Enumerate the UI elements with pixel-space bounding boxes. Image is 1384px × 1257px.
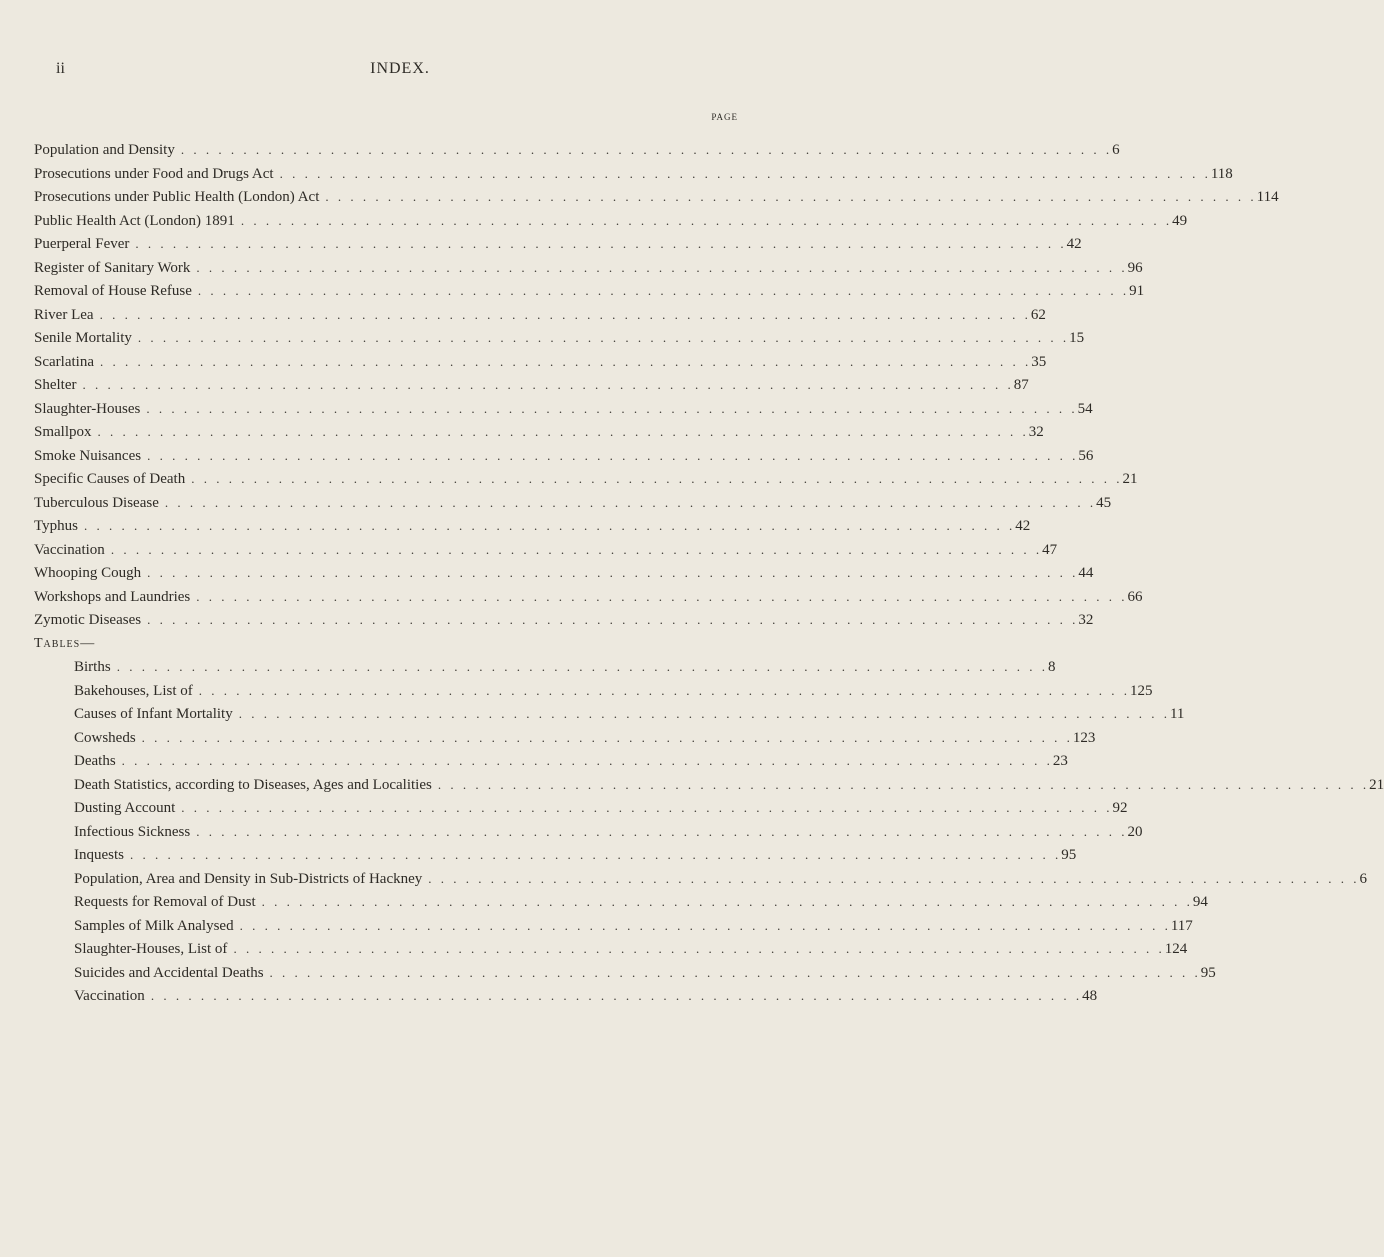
entry-label: Smoke Nuisances: [34, 447, 142, 464]
index-list: [34, 138, 1384, 1008]
entry-page-number: 62: [1030, 306, 1046, 323]
dot-leader: . . . . . . . . . . . . . . . . . . . . . . . . . . . . . . . . . . . . . . . . . . . . . . . . . . . . . . . . . . . . . . . . . . . . . . . . . . .: [147, 447, 1079, 463]
table-index-entry: [34, 679, 1153, 703]
table-index-entry: [34, 937, 1188, 961]
entry-page-number: 114: [1256, 189, 1279, 205]
dot-leader: . . . . . . . . . . . . . . . . . . . . . . . . . . . . . . . . . . . . . . . . . . . . . . . . . . . . . . . . . . . . . . . . . . . . . . . . . . .: [137, 330, 1070, 345]
index-entry: [34, 256, 1143, 280]
entry-label: Public Health Act (London) 1891: [34, 212, 235, 229]
entry-label: Slaughter-Houses: [34, 400, 141, 417]
entry-page-number: 47: [1042, 541, 1058, 558]
entry-page-number: 124: [1164, 941, 1188, 957]
entry-page-number: 92: [1112, 800, 1128, 816]
entry-page-number: 6: [1359, 870, 1368, 887]
table-index-entry: [34, 702, 1185, 726]
entry-label: Deaths: [74, 753, 116, 769]
entry-label: Inquests: [74, 847, 124, 863]
dot-leader: . . . . . . . . . . . . . . . . . . . . . . . . . . . . . . . . . . . . . . . . . . . . . . . . . . . . . . . . . . . . . . . . . . . . . . . . . . .: [198, 682, 1130, 698]
entry-label: River Lea: [34, 306, 94, 323]
index-entry: [34, 350, 1047, 374]
entry-label: Population, Area and Density in Sub-Districts of Hackney: [74, 870, 423, 887]
entry-page-number: 91: [1129, 283, 1145, 299]
dot-leader: . . . . . . . . . . . . . . . . . . . . . . . . . . . . . . . . . . . . . . . . . . . . . . . . . . . . . . . . . . . . . . . . . . . . . . . . . . .: [99, 306, 1031, 322]
entry-label: Specific Causes of Death: [34, 471, 186, 487]
index-entry: [34, 326, 1085, 350]
entry-label: Death Statistics, according to Diseases, Ages and Localities: [74, 776, 432, 793]
dot-leader: . . . . . . . . . . . . . . . . . . . . . . . . . . . . . . . . . . . . . . . . . . . . . . . . . . . . . . . . . . . . . . . . . . . . . . . . . . .: [164, 494, 1097, 510]
entry-page-number: 44: [1078, 565, 1094, 581]
dot-leader: . . . . . . . . . . . . . . . . . . . . . . . . . . . . . . . . . . . . . . . . . . . . . . . . . . . . . . . . . . . . . . . . . . . . . . . . . . .: [150, 988, 1083, 1003]
dot-leader: . . . . . . . . . . . . . . . . . . . . . . . . . . . . . . . . . . . . . . . . . . . . . . . . . . . . . . . . . . . . . . . . . . . . . . . . . . .: [240, 212, 1173, 228]
entry-label: Population and Density: [34, 142, 175, 158]
table-index-entry: [34, 984, 1098, 1008]
dot-leader: . . . . . . . . . . . . . . . . . . . . . . . . . . . . . . . . . . . . . . . . . . . . . . . . . . . . . . . . . . . . . . . . . . . . . . . . . . .: [191, 471, 1123, 486]
entry-page-number: 32: [1078, 612, 1094, 628]
index-entry: [34, 232, 1082, 256]
entry-label: Slaughter-Houses, List of: [74, 941, 228, 957]
entry-label: Shelter: [34, 377, 77, 393]
dot-leader: . . . . . . . . . . . . . . . . . . . . . . . . . . . . . . . . . . . . . . . . . . . . . . . . . . . . . . . . . . . . . . . . . . . . . . . . . . .: [428, 870, 1360, 886]
dot-leader: . . . . . . . . . . . . . . . . . . . . . . . . . . . . . . . . . . . . . . . . . . . . . . . . . . . . . . . . . . . . . . . . . . . . . . . . . . .: [238, 706, 1170, 721]
index-entry: [34, 138, 1120, 162]
dot-leader: . . . . . . . . . . . . . . . . . . . . . . . . . . . . . . . . . . . . . . . . . . . . . . . . . . . . . . . . . . . . . . . . . . . . . . . . . . .: [325, 189, 1257, 204]
table-index-entry: [34, 961, 1216, 985]
entry-page-number: 118: [1210, 165, 1233, 182]
index-entry: [34, 420, 1044, 444]
dot-leader: . . . . . . . . . . . . . . . . . . . . . . . . . . . . . . . . . . . . . . . . . . . . . . . . . . . . . . . . . . . . . . . . . . . . . . . . . . .: [261, 894, 1193, 909]
index-entry: [34, 209, 1188, 233]
table-index-entry: [34, 655, 1056, 679]
dot-leader: . . . . . . . . . . . . . . . . . . . . . . . . . . . . . . . . . . . . . . . . . . . . . . . . . . . . . . . . . . . . . . . . . . . . . . . . . . .: [82, 377, 1014, 392]
dot-leader: . . . . . . . . . . . . . . . . . . . . . . . . . . . . . . . . . . . . . . . . . . . . . . . . . . . . . . . . . . . . . . . . . . . . . . . . . . .: [146, 400, 1078, 416]
entry-label: Requests for Removal of Dust: [74, 894, 256, 910]
dot-leader: . . . . . . . . . . . . . . . . . . . . . . . . . . . . . . . . . . . . . . . . . . . . . . . . . . . . . . . . . . . . . . . . . . . . . . . . . . .: [110, 541, 1043, 557]
table-index-entry: [34, 820, 1143, 844]
entry-page-number: 49: [1172, 212, 1188, 229]
entry-label: Tuberculous Disease: [34, 494, 159, 511]
entry-page-number: 35: [1031, 353, 1047, 370]
dot-leader: . . . . . . . . . . . . . . . . . . . . . . . . . . . . . . . . . . . . . . . . . . . . . . . . . . . . . . . . . . . . . . . . . . . . . . . . . . .: [196, 259, 1128, 275]
index-entry: [34, 608, 1094, 632]
table-index-entry: [34, 773, 1384, 797]
entry-label: Prosecutions under Public Health (London) Act: [34, 189, 320, 205]
dot-leader: . . . . . . . . . . . . . . . . . . . . . . . . . . . . . . . . . . . . . . . . . . . . . . . . . . . . . . . . . . . . . . . . . . . . . . . . . . .: [181, 800, 1113, 815]
entry-label: Register of Sanitary Work: [34, 259, 191, 276]
entry-label: Infectious Sickness: [74, 823, 191, 840]
dot-leader: . . . . . . . . . . . . . . . . . . . . . . . . . . . . . . . . . . . . . . . . . . . . . . . . . . . . . . . . . . . . . . . . . . . . . . . . . . .: [437, 776, 1370, 792]
entry-page-number: 94: [1192, 894, 1208, 910]
dot-leader: . . . . . . . . . . . . . . . . . . . . . . . . . . . . . . . . . . . . . . . . . . . . . . . . . . . . . . . . . . . . . . . . . . . . . . . . . . .: [196, 588, 1128, 604]
dot-leader: . . . . . . . . . . . . . . . . . . . . . . . . . . . . . . . . . . . . . . . . . . . . . . . . . . . . . . . . . . . . . . . . . . . . . . . . . . .: [83, 518, 1016, 533]
index-entry: [34, 303, 1046, 327]
table-index-entry: [34, 749, 1068, 773]
table-index-entry: [34, 867, 1368, 891]
entry-page-number: 95: [1061, 847, 1077, 863]
table-index-entry: [34, 890, 1208, 914]
entry-label: Workshops and Laundries: [34, 588, 191, 605]
dot-leader: . . . . . . . . . . . . . . . . . . . . . . . . . . . . . . . . . . . . . . . . . . . . . . . . . . . . . . . . . . . . . . . . . . . . . . . . . . .: [99, 353, 1032, 369]
page-number: ii: [56, 60, 65, 77]
index-entry: [34, 585, 1143, 609]
entry-page-number: 56: [1078, 447, 1094, 464]
page-title: INDEX.: [370, 60, 430, 77]
dot-leader: . . . . . . . . . . . . . . . . . . . . . . . . . . . . . . . . . . . . . . . . . . . . . . . . . . . . . . . . . . . . . . . . . . . . . . . . . . .: [147, 612, 1079, 627]
entry-page-number: 21: [1122, 471, 1138, 487]
entry-page-number: 125: [1129, 682, 1153, 699]
entry-page-number: 21: [1369, 776, 1384, 793]
entry-page-number: 117: [1170, 917, 1193, 934]
dot-leader: . . . . . . . . . . . . . . . . . . . . . . . . . . . . . . . . . . . . . . . . . . . . . . . . . . . . . . . . . . . . . . . . . . . . . . . . . . .: [121, 753, 1053, 768]
entry-label: Causes of Infant Mortality: [74, 706, 233, 722]
dot-leader: . . . . . . . . . . . . . . . . . . . . . . . . . . . . . . . . . . . . . . . . . . . . . . . . . . . . . . . . . . . . . . . . . . . . . . . . . . .: [147, 565, 1079, 580]
entry-label: Vaccination: [34, 541, 105, 558]
entry-label: Dusting Account: [74, 800, 176, 816]
table-index-entry: [34, 914, 1193, 938]
entry-label: Smallpox: [34, 424, 92, 440]
index-entry: [34, 397, 1093, 421]
index-entry: [34, 162, 1233, 186]
index-entry: [34, 444, 1094, 468]
index-entry: [34, 538, 1058, 562]
dot-leader: . . . . . . . . . . . . . . . . . . . . . . . . . . . . . . . . . . . . . . . . . . . . . . . . . . . . . . . . . . . . . . . . . . . . . . . . . . .: [135, 236, 1067, 251]
entry-page-number: 54: [1077, 400, 1093, 417]
entry-label: Typhus: [34, 518, 78, 534]
entry-label: Zymotic Diseases: [34, 612, 142, 628]
entry-label: Cowsheds: [74, 729, 136, 746]
entry-page-number: 23: [1052, 753, 1068, 769]
index-entry: [34, 514, 1031, 538]
entry-label: Puerperal Fever: [34, 236, 130, 252]
entry-label: Suicides and Accidental Deaths: [74, 964, 264, 981]
entry-page-number: 11: [1169, 706, 1185, 722]
index-entry: [34, 373, 1029, 397]
page-column-label: PAGE: [711, 112, 738, 122]
dot-leader: . . . . . . . . . . . . . . . . . . . . . . . . . . . . . . . . . . . . . . . . . . . . . . . . . . . . . . . . . . . . . . . . . . . . . . . . . . .: [279, 165, 1211, 181]
dot-leader: . . . . . . . . . . . . . . . . . . . . . . . . . . . . . . . . . . . . . . . . . . . . . . . . . . . . . . . . . . . . . . . . . . . . . . . . . . .: [269, 964, 1201, 980]
index-entry: [34, 561, 1094, 585]
entry-label: Bakehouses, List of: [74, 682, 193, 699]
entry-label: Removal of House Refuse: [34, 283, 192, 299]
dot-leader: . . . . . . . . . . . . . . . . . . . . . . . . . . . . . . . . . . . . . . . . . . . . . . . . . . . . . . . . . . . . . . . . . . . . . . . . . . .: [130, 847, 1062, 862]
dot-leader: . . . . . . . . . . . . . . . . . . . . . . . . . . . . . . . . . . . . . . . . . . . . . . . . . . . . . . . . . . . . . . . . . . . . . . . . . . .: [239, 917, 1171, 933]
entry-page-number: 87: [1013, 377, 1029, 393]
entry-page-number: 20: [1127, 823, 1143, 840]
index-entry: [34, 279, 1145, 303]
entry-page-number: 15: [1069, 330, 1085, 346]
entry-page-number: 96: [1127, 259, 1143, 276]
index-entry: [34, 467, 1138, 491]
entry-label: Births: [74, 659, 111, 675]
entry-label: Senile Mortality: [34, 330, 132, 346]
entry-label: Scarlatina: [34, 353, 94, 370]
entry-label: Vaccination: [74, 988, 145, 1004]
dot-leader: . . . . . . . . . . . . . . . . . . . . . . . . . . . . . . . . . . . . . . . . . . . . . . . . . . . . . . . . . . . . . . . . . . . . . . . . . . .: [233, 941, 1165, 956]
entry-page-number: 42: [1015, 518, 1031, 534]
dot-leader: . . . . . . . . . . . . . . . . . . . . . . . . . . . . . . . . . . . . . . . . . . . . . . . . . . . . . . . . . . . . . . . . . . . . . . . . . . .: [196, 823, 1128, 839]
entry-page-number: 95: [1200, 964, 1216, 981]
entry-page-number: 123: [1072, 729, 1096, 746]
entry-label: Whooping Cough: [34, 565, 142, 581]
entry-label: Prosecutions under Food and Drugs Act: [34, 165, 274, 182]
entry-page-number: 48: [1082, 988, 1098, 1004]
table-index-entry: [34, 726, 1096, 750]
dot-leader: . . . . . . . . . . . . . . . . . . . . . . . . . . . . . . . . . . . . . . . . . . . . . . . . . . . . . . . . . . . . . . . . . . . . . . . . . . .: [97, 424, 1029, 439]
entry-page-number: 6: [1112, 142, 1120, 158]
entry-page-number: 42: [1066, 236, 1082, 252]
entry-page-number: 32: [1028, 424, 1044, 440]
tables-heading: Tables—: [34, 635, 96, 651]
entry-page-number: 45: [1096, 494, 1112, 511]
dot-leader: . . . . . . . . . . . . . . . . . . . . . . . . . . . . . . . . . . . . . . . . . . . . . . . . . . . . . . . . . . . . . . . . . . . . . . . . . . .: [197, 283, 1130, 298]
entry-page-number: 66: [1127, 588, 1143, 605]
index-entry: [34, 185, 1279, 209]
entry-page-number: 8: [1047, 659, 1056, 675]
dot-leader: . . . . . . . . . . . . . . . . . . . . . . . . . . . . . . . . . . . . . . . . . . . . . . . . . . . . . . . . . . . . . . . . . . . . . . . . . . .: [141, 729, 1073, 745]
index-entry: [34, 491, 1112, 515]
table-index-entry: [34, 796, 1128, 820]
table-index-entry: [34, 843, 1077, 867]
dot-leader: . . . . . . . . . . . . . . . . . . . . . . . . . . . . . . . . . . . . . . . . . . . . . . . . . . . . . . . . . . . . . . . . . . . . . . . . . . .: [180, 142, 1113, 157]
entry-label: Samples of Milk Analysed: [74, 917, 234, 934]
dot-leader: . . . . . . . . . . . . . . . . . . . . . . . . . . . . . . . . . . . . . . . . . . . . . . . . . . . . . . . . . . . . . . . . . . . . . . . . . . .: [116, 659, 1048, 674]
